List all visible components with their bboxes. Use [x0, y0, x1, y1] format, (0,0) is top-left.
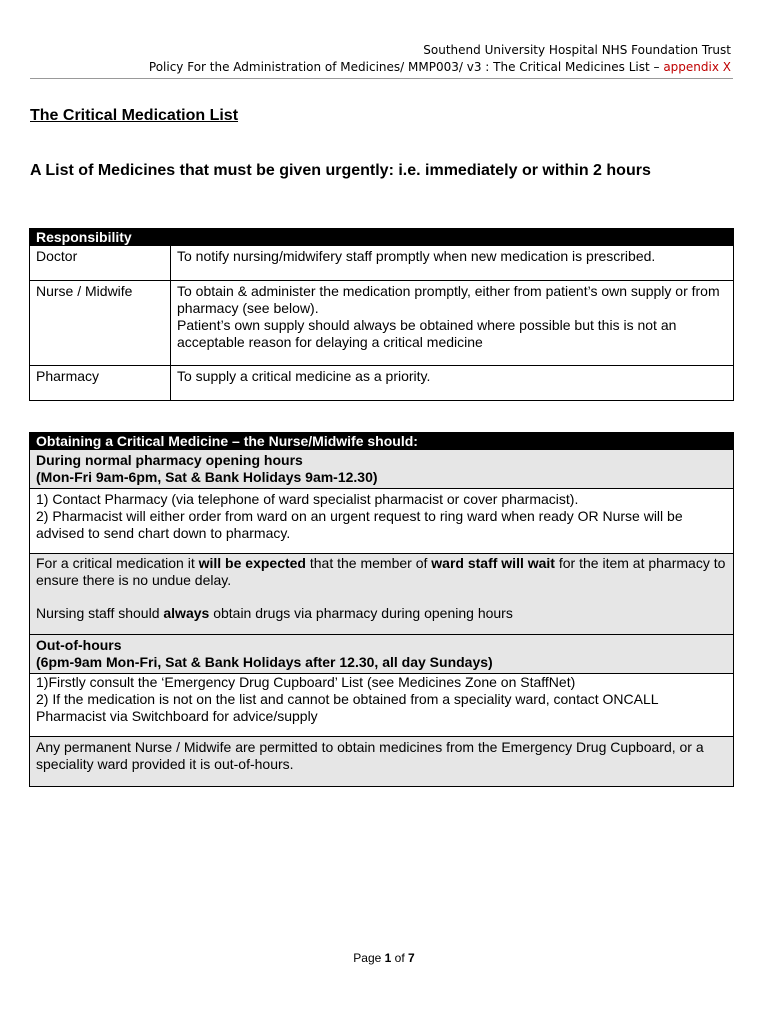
normal-step: 2) Pharmacist will either order from ward on an urgent request to ring ward when ready OR Nurse will be advised to send chart down to pharmacy. — [36, 508, 683, 541]
permanent-staff-text: Any permanent Nurse / Midwife are permitted to obtain medicines from the Emergency Drug Cupboard, or a speciality ward provided it is out-of-hours. — [36, 739, 704, 772]
normal-hours-title-line: During normal pharmacy opening hours — [36, 452, 303, 468]
expectation-emphasis: ward staff will wait — [431, 555, 555, 571]
normal-step: 1) Contact Pharmacy (via telephone of ward specialist pharmacist or cover pharmacist). — [36, 491, 579, 507]
table-row — [30, 554, 734, 635]
role-cell: Nurse / Midwife — [30, 281, 171, 366]
table-row — [30, 246, 734, 281]
out-of-hours-step: 1)Firstly consult the ‘Emergency Drug Cupboard’ List (see Medicines Zone on StaffNet) — [36, 674, 576, 690]
obtaining-header-row — [30, 433, 734, 450]
permanent-staff-cell — [30, 737, 734, 787]
out-of-hours-title-line: (6pm-9am Mon-Fri, Sat & Bank Holidays after 12.30, all day Sundays) — [36, 654, 493, 670]
expectation-cell — [30, 554, 734, 635]
responsibility-header-row — [30, 229, 734, 246]
out-of-hours-title — [30, 635, 734, 674]
responsibility-heading: Responsibility — [30, 229, 734, 246]
expectation-part: that the member of — [305, 555, 432, 571]
duty-cell — [171, 281, 734, 366]
table-row — [30, 366, 734, 401]
obtaining-table — [29, 432, 734, 787]
header-org: Southend University Hospital NHS Foundation Trust — [423, 43, 731, 57]
page-total: 7 — [408, 951, 415, 965]
expectation-part: For a critical medication it — [36, 555, 199, 571]
always-text — [36, 605, 727, 622]
table-row — [30, 737, 734, 787]
normal-steps-cell — [30, 489, 734, 554]
duty-cell — [171, 246, 734, 281]
header-policy — [149, 59, 731, 76]
normal-hours-title-line: (Mon-Fri 9am-6pm, Sat & Bank Holidays 9am-12.30) — [36, 469, 378, 485]
document-subtitle: A List of Medicines that must be given urgently: i.e. immediately or within 2 hours — [30, 162, 651, 179]
duty-text: To supply a critical medicine as a priority. — [177, 368, 431, 384]
obtaining-heading: Obtaining a Critical Medicine – the Nurse/Midwife should: — [30, 433, 734, 450]
responsibility-table — [29, 228, 734, 401]
page-header — [149, 42, 731, 76]
table-row — [30, 674, 734, 737]
always-part: Nursing staff should — [36, 605, 164, 621]
duty-text: To notify nursing/midwifery staff promptly when new medication is prescribed. — [177, 248, 656, 264]
expectation-text — [36, 555, 727, 589]
duty-text: To obtain & administer the medication promptly, either from patient’s own supply or from pharmacy (see below). — [177, 283, 720, 316]
out-of-hours-steps-cell — [30, 674, 734, 737]
expectation-emphasis: will be expected — [198, 555, 306, 571]
normal-hours-title-row — [30, 450, 734, 489]
always-part: obtain drugs via pharmacy during opening hours — [209, 605, 513, 621]
out-of-hours-title-row — [30, 635, 734, 674]
page-number: 1 — [384, 951, 392, 965]
out-of-hours-title-line: Out-of-hours — [36, 637, 122, 653]
role-cell: Pharmacy — [30, 366, 171, 401]
duty-text: Patient’s own supply should always be obtained where possible but this is not an acceptable reason for delaying a critical medicine — [177, 317, 677, 350]
duty-cell — [171, 366, 734, 401]
header-divider — [30, 78, 733, 79]
header-appendix: appendix X — [663, 60, 731, 74]
header-policy-text: Policy For the Administration of Medicines/ MMP003/ v3 : The Critical Medicines List – — [148, 60, 664, 74]
always-emphasis: always — [163, 605, 210, 621]
expectation-part: for the item at pharmacy to ensure there is no undue delay. — [36, 555, 726, 588]
out-of-hours-step: 2) If the medication is not on the list and cannot be obtained from a speciality ward, contact ONCALL Pharmacist via Switchboard for advice/supply — [36, 691, 659, 724]
normal-hours-title — [30, 450, 734, 489]
page-of: of — [391, 951, 409, 965]
table-row — [30, 489, 734, 554]
table-row — [30, 281, 734, 366]
role-cell: Doctor — [30, 246, 171, 281]
page-label: Page — [353, 951, 385, 965]
page-footer — [0, 951, 768, 965]
document-title: The Critical Medication List — [30, 107, 239, 124]
